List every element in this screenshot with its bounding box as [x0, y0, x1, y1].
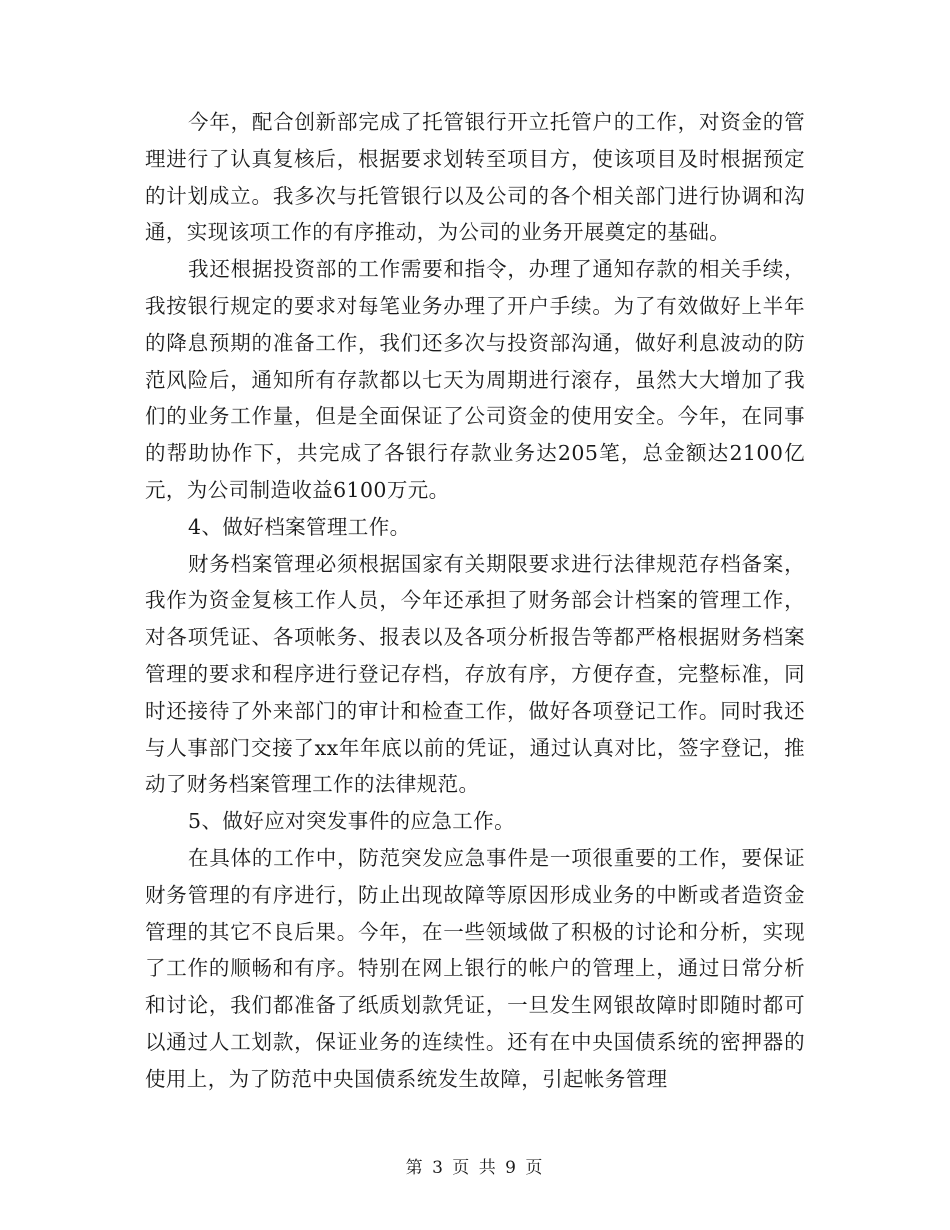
heading-emergency-response: 5、做好应对突发事件的应急工作。 [188, 809, 515, 834]
document-body [145, 104, 805, 1098]
page-number-footer: 第 3 页 共 9 页 [405, 1158, 545, 1178]
paragraph-archive-management: 财务档案管理必须根据国家有关期限要求进行法律规范存档备案，我作为资金复核工作人员，今年还承担了财务部会计档案的管理工作，对各项凭证、各项帐务、报表以及各项分析报告等都严格根据财务档案管理的要求和程序进行登记存档，存放有序，方便存查，完整标准，同时还接待了外来部门的审计和检查工作，做好各项登记工作。同时我还与人事部门交接了xx年年底以前的凭证，通过认真对比，签字登记，推动了财务档案管理工作的法律规范。 [145, 551, 805, 797]
paragraph-escrow-account: 今年，配合创新部完成了托管银行开立托管户的工作，对资金的管理进行了认真复核后，根据要求划转至项目方，使该项目及时根据预定的计划成立。我多次与托管银行以及公司的各个相关部门进行协调和沟通，实现该项工作的有序推动，为公司的业务开展奠定的基础。 [145, 110, 805, 245]
paragraph-emergency-response: 在具体的工作中，防范突发应急事件是一项很重要的工作，要保证财务管理的有序进行，防止出现故障等原因形成业务的中断或者造资金管理的其它不良后果。今年，在一些领域做了积极的讨论和分析，实现了工作的顺畅和有序。特别在网上银行的帐户的管理上，通过日常分析和讨论，我们都准备了纸质划款凭证，一旦发生网银故障时即随时都可以通过人工划款，保证业务的连续性。还有在中央国债系统的密押器的使用上，为了防范中央国债系统发生故障，引起帐务管理 [145, 845, 805, 1091]
heading-archive-management: 4、做好档案管理工作。 [188, 514, 411, 539]
paragraph-notice-deposits: 我还根据投资部的工作需要和指令，办理了通知存款的相关手续，我按银行规定的要求对每笔业务办理了开户手续。为了有效做好上半年的降息预期的准备工作，我们还多次与投资部沟通，做好利息波动的防范风险后，通知所有存款都以七天为周期进行滚存，虽然大大增加了我们的业务工作量，但是全面保证了公司资金的使用安全。今年，在同事的帮助协作下，共完成了各银行存款业务达205笔，总金额达2100亿元，为公司制造收益6100万元。 [145, 257, 805, 502]
